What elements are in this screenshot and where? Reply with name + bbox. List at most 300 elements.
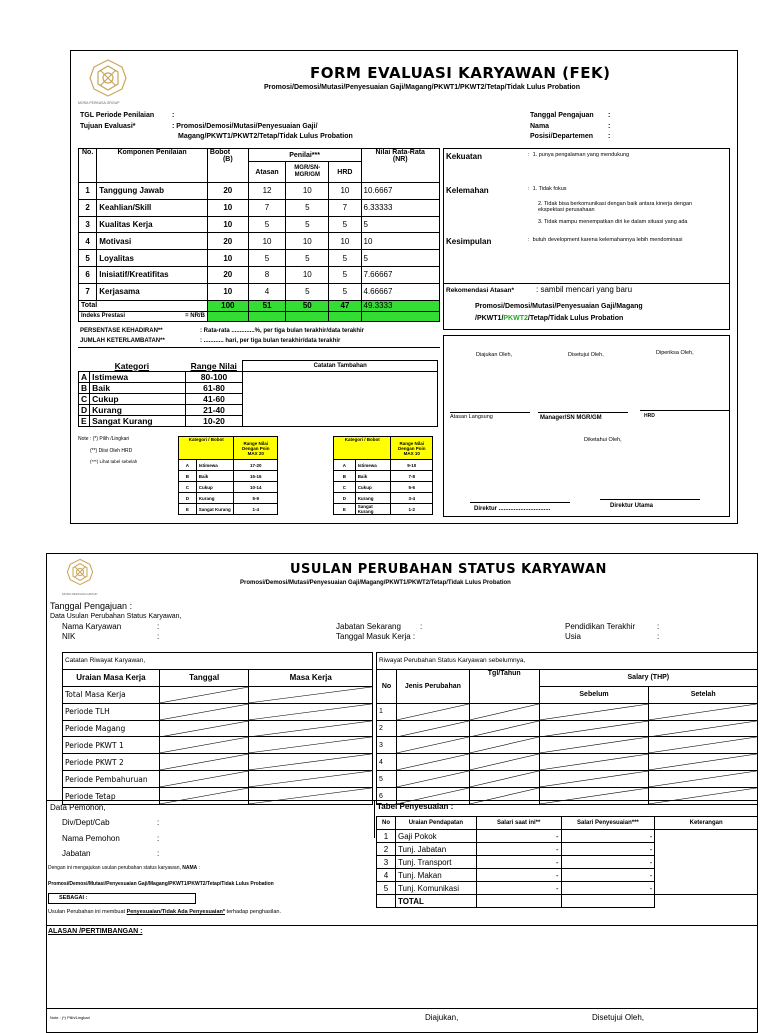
kehadiran-label: PERSENTASE KEHADIRAN** [80,328,163,334]
tgl-cell[interactable] [469,771,539,788]
kb20-name: Cukup [196,482,234,493]
diagonal-line [470,721,539,737]
masa-kerja-cell[interactable] [249,686,373,703]
row-komponen: Kerjasama [97,283,208,300]
perubahan-no: 2 [377,720,397,737]
row-hrd: 10 [329,233,361,250]
perubahan-no: 5 [377,771,397,788]
row-atasan: 7 [248,199,286,216]
tp-peny[interactable]: - [561,882,655,895]
kb10-range: 7-8 [391,471,433,482]
kb20-name: Baik [196,471,234,482]
diagonal-line [397,771,469,787]
kekuatan-value: : 1. punya pengalaman yang mendukung [528,152,630,158]
perubahan-row [377,737,758,754]
periode-row [63,771,373,788]
kb20-range: 10-14 [234,482,278,493]
row-hrd: 10 [329,183,361,200]
row-mgr: 10 [286,233,329,250]
diagonal-line [160,721,249,737]
data-usulan-label: Data Usulan Perubahan Status Karyawan, [50,613,182,620]
row-nr: 7.66667 [361,266,440,283]
diagonal-line [470,771,539,787]
row-nr: 5 [361,250,440,267]
diagonal-line [540,721,649,737]
kategori-range: 41-60 [185,393,243,404]
perubahan-row [377,720,758,737]
total-atasan: 51 [248,300,286,311]
colon: : [157,622,160,631]
kb10-key: D [334,493,356,504]
colon: : [157,632,160,641]
diagonal-line [470,788,539,804]
tujuan-value-2: Magang/PKWT1/PKWT2/Tetap/Tidak Lulus Probation [178,133,353,140]
masa-kerja-cell[interactable] [249,754,373,771]
diagonal-line [540,704,649,720]
row-mgr: 5 [286,250,329,267]
colon: : [608,112,611,119]
colon: : [608,133,611,140]
periode-label: Total Masa Kerja [63,686,160,703]
row-atasan: 4 [248,283,286,300]
kb10-row [334,471,433,482]
divider [46,1008,758,1009]
jabatan-sekarang-label: Jabatan Sekarang [336,622,401,631]
indeks-cell [248,311,286,321]
row-komponen: Kualitas Kerja [97,216,208,233]
total-bobot: 100 [207,300,248,311]
periode-row [63,788,373,805]
sebelum-cell[interactable] [539,720,649,737]
dengan-text: Dengan ini mengajukan usulan perubahan status karyawan, NAMA : [48,865,201,871]
kb20-row [179,504,278,515]
total-label: Total [79,300,208,311]
tanggal-cell[interactable] [159,686,249,703]
sebagai-box: SEBAGAI : [48,893,196,904]
row-komponen: Motivasi [97,233,208,250]
jenis-cell[interactable] [396,754,469,771]
tp-saat[interactable]: - [476,869,561,882]
bobot20-table [178,436,278,515]
row-bobot: 20 [207,266,248,283]
periode-row [63,737,373,754]
note-3: (***) Lihat tabel sebelah [90,459,138,464]
kb20-key: D [179,493,197,504]
indeks-cell [286,311,329,321]
tp-peny[interactable]: - [561,869,655,882]
jenis-cell[interactable] [396,771,469,788]
tp-ket[interactable] [655,882,758,895]
tanggal-cell[interactable] [159,754,249,771]
row-komponen: Keahlian/Skill [97,199,208,216]
row-mgr: 10 [286,183,329,200]
kategori-key: D [79,404,90,415]
perubahan-row [377,703,758,720]
div-label: Div/Dept/Cab [62,818,110,827]
usulan-text: Usulan Perubahan ini membuat Penyesuaian/Tidak Ada Penyesuaian* terhadap penghasilan. [48,909,281,915]
tgl-cell[interactable] [469,737,539,754]
tanggal-pengajuan: Tanggal Pengajuan : [50,601,133,611]
kb10-key: B [334,471,356,482]
kategori-range: 21-40 [185,404,243,415]
diagonal-line [649,771,757,787]
tgl-cell[interactable] [469,754,539,771]
diagonal-line [649,704,757,720]
tp-total-label: TOTAL [395,895,476,908]
kb20-name: Kurang [196,493,234,504]
tp-no: 3 [377,856,396,869]
periode-row [63,754,373,771]
direktur-utama-label: Direktur Utama [610,503,654,509]
tp-no: 5 [377,882,396,895]
tp-saat[interactable]: - [476,830,561,843]
tp-row [377,856,758,869]
diagonal-line [649,754,757,770]
kb10-key: A [334,460,356,471]
tp-cell [655,895,758,908]
row-nr: 10.6667 [361,183,440,200]
tp-no: 1 [377,830,396,843]
row-atasan: 5 [248,250,286,267]
row-bobot: 10 [207,283,248,300]
catatan-cell [243,371,438,426]
usia-label: Usia [565,632,582,641]
masa-kerja-cell[interactable] [249,737,373,754]
diagonal-line [649,721,757,737]
tgl-cell[interactable] [469,788,539,805]
diagonal-line [249,687,372,703]
periode-label: Periode PKWT 2 [63,754,160,771]
kb20-range: 1-4 [234,504,278,515]
kesimpulan-value: : butuh development karena kelemahannya lebih mendominasi [528,237,683,243]
sig-line [538,412,628,413]
penyesuaian-table [376,816,758,908]
kategori-range: 61-80 [185,382,243,393]
tp-ket[interactable] [655,830,758,843]
diagonal-line [397,721,469,737]
row-hrd: 7 [329,199,361,216]
score-row [79,183,440,200]
tp-saat[interactable]: - [476,882,561,895]
diagonal-line [249,771,372,787]
kategori-key: E [79,415,90,426]
setelah-header: Setelah [649,686,758,703]
colon: : [172,112,175,119]
periode-row [63,720,373,737]
row-mgr: 10 [286,266,329,283]
sebelum-header: Sebelum [539,686,649,703]
kb20-row [179,493,278,504]
fek-subtitle: Promosi/Demosi/Mutasi/Penyesuaian Gaji/Magang/PKWT1/PKWT2/Tetap/Tidak Lulus Probation [264,84,580,91]
row-no: 5 [79,250,97,267]
note-label: Note : (*) Pilih/Lingkari [50,1015,90,1020]
tanggal-cell[interactable] [159,788,249,805]
row-no: 3 [79,216,97,233]
keterlambatan-value: : ............ hari, per tiga bulan terakhir/data terakhir [200,338,341,344]
row-hrd: 5 [329,216,361,233]
total-mgr: 50 [286,300,329,311]
header-mgr: MGR/SN-MGR/GM [286,162,329,183]
sig-line [470,502,570,503]
kb20-name: Istimewa [196,460,234,471]
tabel-penyesuaian-label: Tabel Penyesuaian : [377,802,454,811]
kategori-key: B [79,382,90,393]
kb10-name: Cukup [355,482,391,493]
row-hrd: 5 [329,283,361,300]
diagonal-line [540,788,649,804]
sebelum-cell[interactable] [539,703,649,720]
score-row [79,283,440,300]
kb20-range: 5-9 [234,493,278,504]
row-bobot: 10 [207,199,248,216]
tanggal-cell[interactable] [159,737,249,754]
tp-saat[interactable]: - [476,856,561,869]
row-atasan: 10 [248,233,286,250]
row-komponen: Tanggung Jawab [97,183,208,200]
indeks-cell [361,311,440,321]
jenis-cell[interactable] [396,720,469,737]
kb10-range-header: Range Nilai Dengan Poin MAX 10 [391,437,433,460]
row-nr: 5 [361,216,440,233]
logo-caption: MORA PERKASA GROUP [78,101,120,105]
indeks-cell [207,311,248,321]
tp-no: 4 [377,869,396,882]
tanggal-cell[interactable] [159,720,249,737]
total-hrd: 47 [329,300,361,311]
kategori-table [78,360,438,427]
periode-label: Periode Magang [63,720,160,737]
colon: : [420,622,423,631]
pendidikan-label: Pendidikan Terakhir [565,622,636,631]
kb10-name: Baik [355,471,391,482]
nama-pemohon-label: Nama Pemohon [62,834,120,843]
diagonal-line [249,737,372,753]
diagonal-line [470,704,539,720]
kategori-name: Baik [90,382,186,393]
tanggal-cell[interactable] [159,703,249,720]
diagonal-line [470,754,539,770]
diagonal-line [540,771,649,787]
kb20-row [179,482,278,493]
diagonal-line [249,788,372,804]
nama-label: Nama [530,123,550,130]
indeks-cell [329,311,361,321]
kb10-row [334,482,433,493]
header-hrd: HRD [329,162,361,183]
logo-emblem-icon [88,58,128,98]
diajukan-label: Diajukan, [425,1013,459,1022]
header-no: No. [79,149,97,183]
score-row [79,250,440,267]
row-no: 1 [79,183,97,200]
tp-peny-header: Salari Penyesuaian*** [561,817,655,830]
no-header: No [377,669,397,703]
manager-label: Manager/SN MGR/GM [540,415,602,421]
row-komponen: Inisiatif/Kreatifitas [97,266,208,283]
setelah-cell[interactable] [649,737,758,754]
note-1: Note : (*) Pilih /Lingkari [78,436,130,442]
diagonal-line [249,754,372,770]
colon: : [657,632,660,641]
nama-karyawan-label: Nama Karyawan [62,622,122,631]
sig-line [640,410,730,411]
sebelum-cell[interactable] [539,754,649,771]
company-logo [88,58,128,98]
header-bobot: Bobot (B) [207,149,248,183]
disetujui-label: Disetujui Oleh, [592,1013,645,1022]
kb10-range: 5-6 [391,482,433,493]
divider [374,800,375,838]
tgl-cell[interactable] [469,720,539,737]
row-mgr: 5 [286,283,329,300]
jenis-header: Jenis Perubahan [396,669,469,703]
tp-peny[interactable]: - [561,843,655,856]
tgl-pengajuan-label: Tanggal Pengajuan [530,112,594,119]
diketahui-label: Diketahui Oleh, [584,437,622,443]
diagonal-line [249,721,372,737]
periode-row [63,686,373,703]
row-mgr: 5 [286,216,329,233]
score-row [79,216,440,233]
row-no: 4 [79,233,97,250]
kb10-range: 1-2 [391,504,433,515]
tp-row [377,843,758,856]
data-pemohon-label: Data Pemohon, [50,803,106,812]
kb20-range: 15-16 [234,471,278,482]
diagonal-line [160,771,249,787]
header-nilai: Nilai Rata-Rata (NR) [361,149,440,183]
tp-row [377,882,758,895]
diagonal-line [160,704,249,720]
perubahan-row [377,771,758,788]
masa-kerja-cell[interactable] [249,703,373,720]
sebelum-cell[interactable] [539,788,649,805]
divider [78,347,440,348]
tanggal-masuk-label: Tanggal Masuk Kerja : [336,632,416,641]
perubahan-no: 3 [377,737,397,754]
riwayat-label: Riwayat Perubahan Status Karyawan sebelumnya, [377,653,758,670]
rekomendasi-line-1: Promosi/Demosi/Mutasi/Penyesuaian Gaji/Magang [475,303,643,310]
direktur-label: Direktur ............................... [474,506,551,512]
kategori-header: Kategori [114,360,150,371]
keterlambatan-label: JUMLAH KETERLAMBATAN** [80,338,165,344]
uraian-header: Uraian Masa Kerja [63,669,160,686]
row-komponen: Loyalitas [97,250,208,267]
tanggal-cell[interactable] [159,771,249,788]
kb10-name: Istimewa [355,460,391,471]
masa-kerja-header: Masa Kerja [249,669,373,686]
kelemahan-2: 2. Tidak bisa berkomunikasi dengan baik antara kinerja dengan ekspektasi perusahaan [538,201,693,213]
kategori-name: Cukup [90,393,186,404]
masa-kerja-cell[interactable] [249,720,373,737]
kb10-row [334,460,433,471]
colon: : [157,834,160,843]
catatan-header: Catatan Tambahan [243,361,438,372]
setelah-cell[interactable] [649,771,758,788]
sebelum-cell[interactable] [539,771,649,788]
colon: : [657,622,660,631]
diagonal-line [160,737,249,753]
tp-peny[interactable]: - [561,856,655,869]
divider [46,925,758,926]
setelah-cell[interactable] [649,754,758,771]
kesimpulan-label: Kesimpulan [446,237,492,246]
kb10-row [334,504,433,515]
divider [443,283,730,284]
row-atasan: 5 [248,216,286,233]
tp-saat[interactable]: - [476,843,561,856]
signature-box [443,335,730,517]
salary-header: Salary (THP) [539,669,757,686]
atasan-langsung-label: Atasan Langsung [450,414,493,420]
tp-uraian: Tunj. Jabatan [395,843,476,856]
row-no: 6 [79,266,97,283]
score-row [79,199,440,216]
tp-row [377,869,758,882]
diagonal-line [540,754,649,770]
row-hrd: 5 [329,250,361,267]
perubahan-row [377,754,758,771]
tp-peny[interactable]: - [561,830,655,843]
tanggal-header: Tanggal [159,669,249,686]
row-atasan: 8 [248,266,286,283]
tgl-periode-label: TGL Periode Penilaian [80,112,155,119]
kekuatan-label: Kekuatan [446,152,483,161]
setelah-cell[interactable] [649,703,758,720]
setelah-cell[interactable] [649,720,758,737]
colon: : [608,123,611,130]
tp-row [377,830,758,843]
sebelum-cell[interactable] [539,737,649,754]
jenis-cell[interactable] [396,703,469,720]
tgl-cell[interactable] [469,703,539,720]
catatan-label: Catatan Riwayat Karyawan, [63,653,373,670]
diagonal-line [249,704,372,720]
range-header: Range Nilai [190,360,237,371]
kb10-range: 9-10 [391,460,433,471]
rekomendasi-value: : sambil mencari yang baru [536,285,633,294]
kategori-key: C [79,393,90,404]
masa-kerja-cell[interactable] [249,771,373,788]
tp-uraian: Gaji Pokok [395,830,476,843]
tp-ket[interactable] [655,869,758,882]
riwayat-perubahan-table [376,652,758,805]
kb20-key: A [179,460,197,471]
posisi-label: Posisi/Departemen [530,133,594,140]
masa-kerja-cell[interactable] [249,788,373,805]
periode-label: Periode PKWT 1 [63,737,160,754]
tp-ket[interactable] [655,843,758,856]
setelah-cell[interactable] [649,788,758,805]
alasan-label: ALASAN /PERTIMBANGAN : [48,928,143,935]
diagonal-line [160,754,249,770]
tp-no-header: No [377,817,396,830]
jenis-cell[interactable] [396,737,469,754]
kb20-row [179,471,278,482]
kategori-name: Istimewa [90,371,186,382]
tp-uraian: Tunj. Transport [395,856,476,869]
kb10-key: C [334,482,356,493]
diajukan-label: Diajukan Oleh, [476,352,513,358]
tp-no: 2 [377,843,396,856]
diagonal-line [397,704,469,720]
perubahan-no: 4 [377,754,397,771]
periode-label: Periode TLH [63,703,160,720]
indeks-label: Indeks Prestasi = NR/B [79,311,208,321]
row-nr: 4.66667 [361,283,440,300]
row-bobot: 10 [207,250,248,267]
tp-ket[interactable] [655,856,758,869]
